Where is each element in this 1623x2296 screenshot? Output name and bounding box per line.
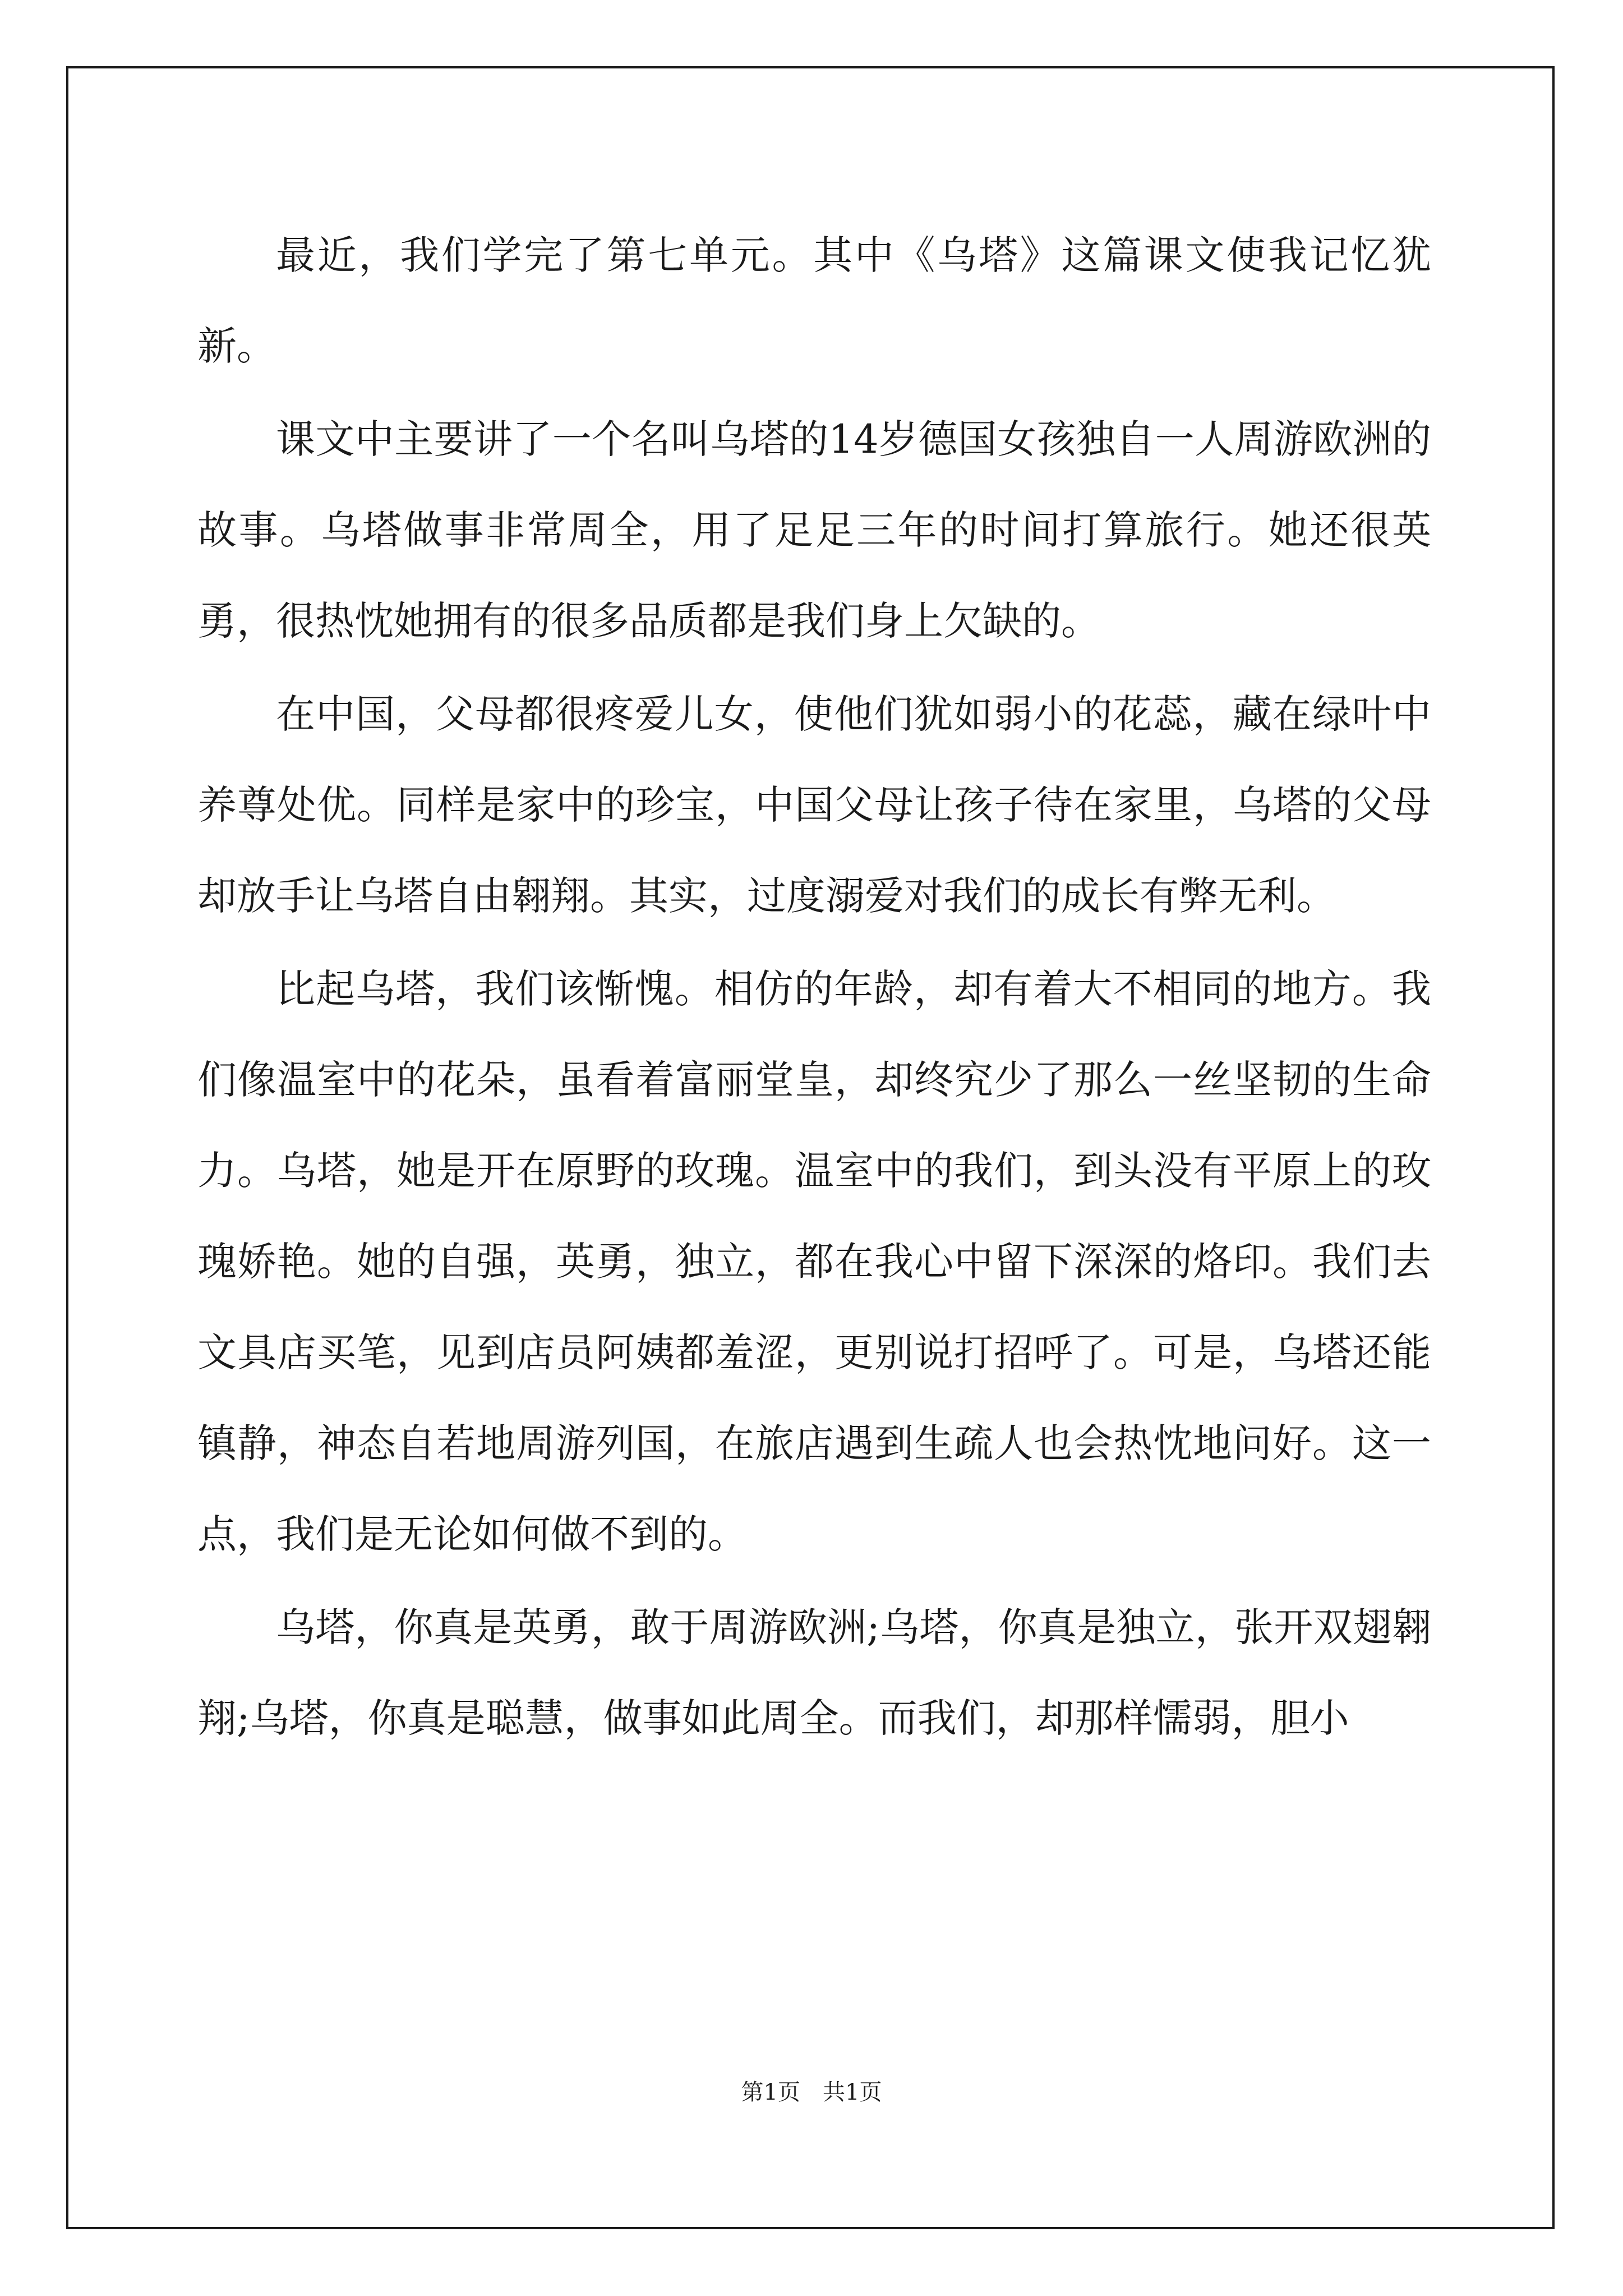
paragraph-2: 课文中主要讲了一个名叫乌塔的14岁德国女孩独自一人周游欧洲的故事。乌塔做事非常周全，用了足足三年的时间打算旅行。她还很英勇，很热忱她拥有的很多品质都是我们身上欠缺的。 (197, 416, 1431, 644)
page-footer (0, 2074, 1623, 2106)
paragraph-5: 乌塔，你真是英勇，敢于周游欧洲;乌塔，你真是独立，张开双翅翱翔;乌塔，你真是聪慧，做事如此周全。而我们，却那样懦弱，胆小 (197, 1604, 1431, 1741)
page-number: 第1页 (741, 2079, 800, 2105)
document-body (197, 210, 1431, 1764)
paragraph-4: 比起乌塔，我们该惭愧。相仿的年龄，却有着大不相同的地方。我们像温室中的花朵，虽看着富丽堂皇，却终究少了那么一丝坚韧的生命力。乌塔，她是开在原野的玫瑰。温室中的我们，到头没有平原上的玫瑰娇艳。她的自强，英勇，独立，都在我心中留下深深的烙印。我们去文具店买笔，见到店员阿姨都羞涩，更别说打招呼了。可是，乌塔还能镇静，神态自若地周游列国，在旅店遇到生疏人也会热忱地问好。这一点，我们是无论如何做不到的。 (197, 966, 1431, 1557)
page-total: 共1页 (823, 2079, 882, 2105)
paragraph-3: 在中国，父母都很疼爱儿女，使他们犹如弱小的花蕊，藏在绿叶中养尊处优。同样是家中的珍宝，中国父母让孩子待在家里，乌塔的父母却放手让乌塔自由翱翔。其实，过度溺爱对我们的成长有弊无利。 (197, 691, 1431, 919)
paragraph-1: 最近，我们学完了第七单元。其中《乌塔》这篇课文使我记忆犹新。 (197, 232, 1431, 369)
